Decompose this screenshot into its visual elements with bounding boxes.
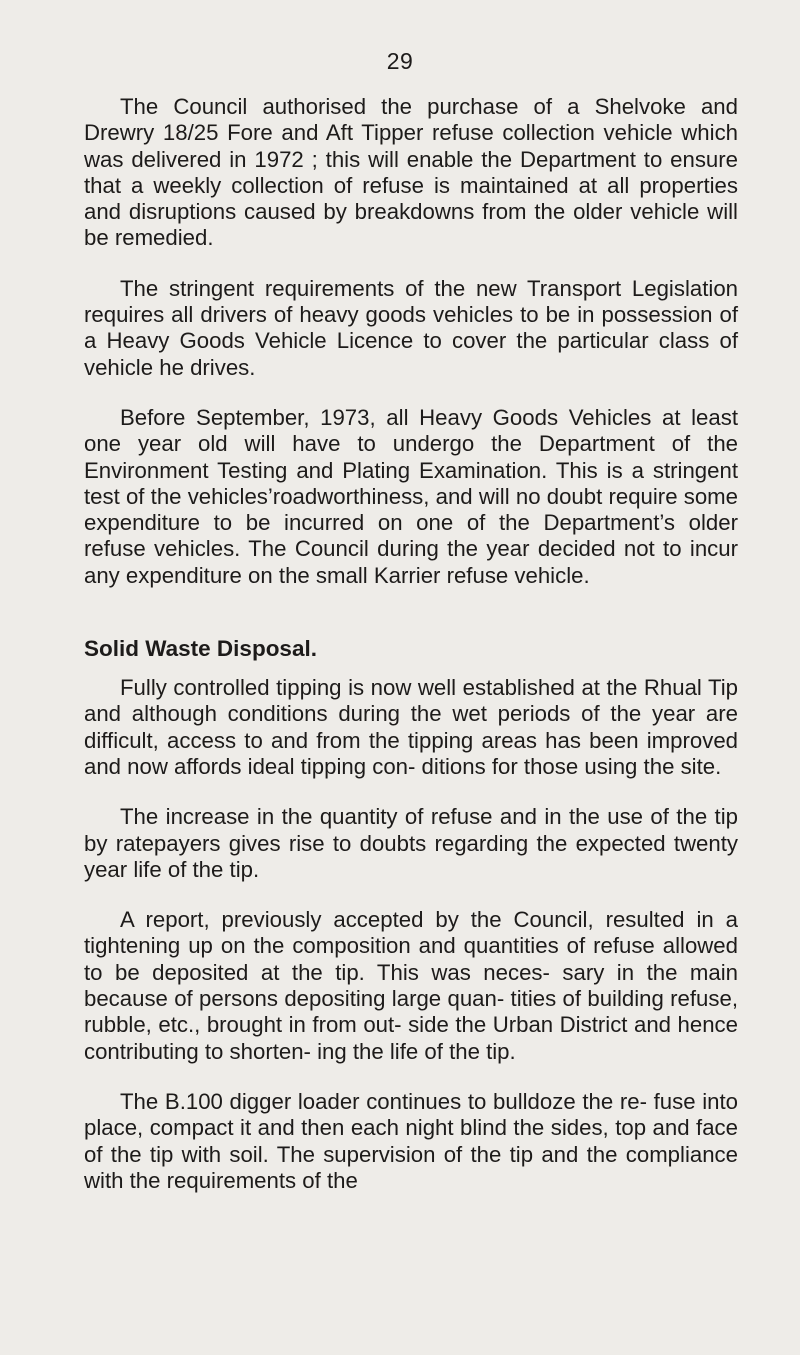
section-heading-solid-waste: Solid Waste Disposal. [84,636,317,662]
paragraph-heavy-goods-testing: Before September, 1973, all Heavy Goods Vehicles at least one year old will have to undergo the Department of the Environment Testing and Plating Examination. This is a stringent test of the vehicles’roadworthiness, and will no doubt require some expenditure to be incurred on one of the Department’s older refuse vehicles. The Council during the year decided not to incur any expenditure on the small Karrier refuse vehicle. [84,404,738,588]
paragraph-council-report: A report, previously accepted by the Council, resulted in a tightening up on the composition and quantities of refuse allowed to be deposited at the tip. This was neces- sary in the main because of persons depositing large quan- tities of building refuse, rubble, etc., brought in from out- side the Urban District and hence contributing to shorten- ing the life of the tip. [84,907,738,1064]
paragraph-refuse-quantity: The increase in the quantity of refuse and in the use of the tip by ratepayers gives rise to doubts regarding the expected twenty year life of the tip. [84,804,738,882]
body-text [84,94,738,1194]
paragraph-digger-loader: The B.100 digger loader continues to bulldoze the re- fuse into place, compact it and then each night blind the sides, top and face of the tip with soil. The supervision of the tip and the compliance with the requirements of the [84,1088,738,1193]
page-number: 29 [386,48,414,74]
paragraph-transport-legislation: The stringent requirements of the new Transport Legislation requires all drivers of heavy goods vehicles to be in possession of a Heavy Goods Vehicle Licence to cover the particular class of vehicle he drives. [84,275,738,380]
paragraph-controlled-tipping: Fully controlled tipping is now well established at the Rhual Tip and although conditions during the wet periods of the year are difficult, access to and from the tipping areas has been improved and now affords ideal tipping con- ditions for those using the site. [84,675,738,779]
paragraph-refuse-vehicle-purchase: The Council authorised the purchase of a Shelvoke and Drewry 18/25 Fore and Aft Tipper refuse collection vehicle which was delivered in 1972 ; this will enable the Department to ensure that a weekly collection of refuse is maintained at all properties and disruptions caused by breakdowns from the older vehicle will be remedied. [84,94,738,251]
